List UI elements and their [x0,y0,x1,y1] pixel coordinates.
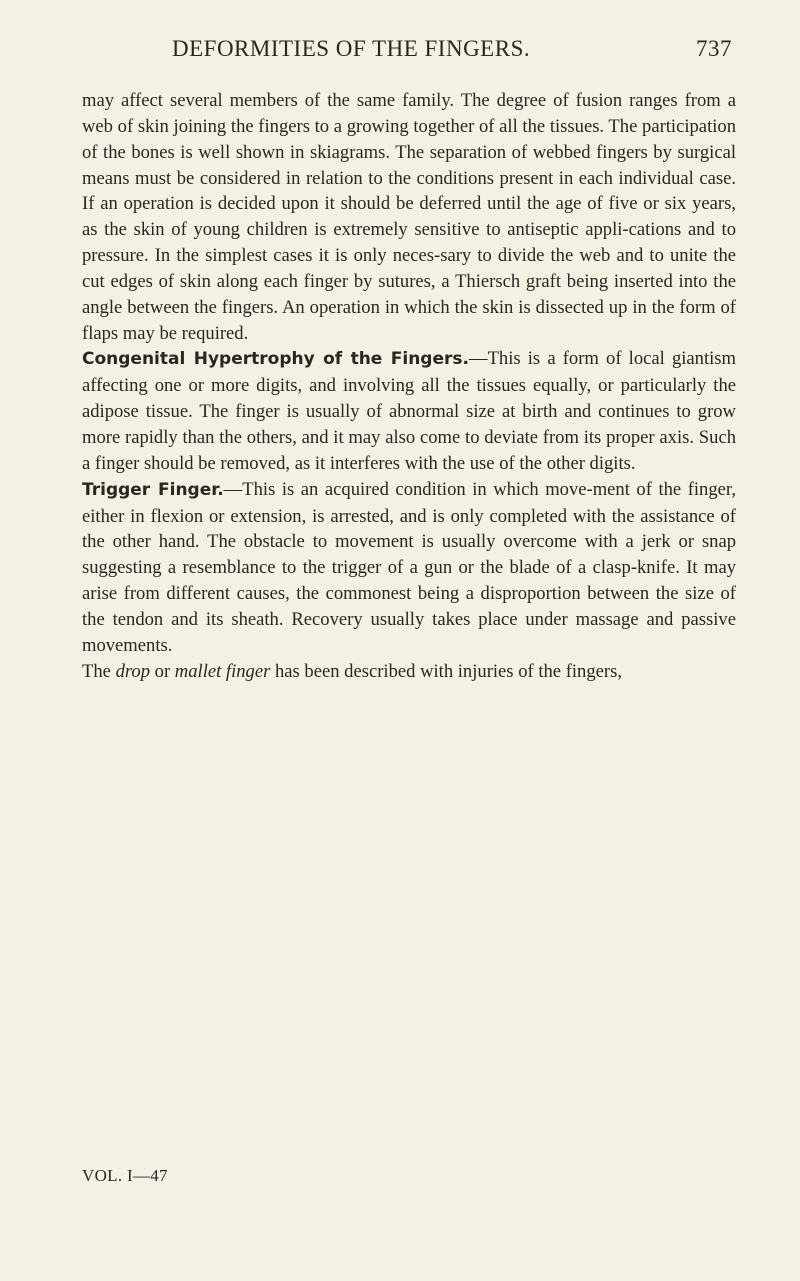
italic-term-drop: drop [115,660,150,682]
page-number: 737 [696,36,732,61]
paragraph-mallet-finger [82,659,736,685]
paragraph-text-mid: or [150,660,175,682]
paragraph-congenital-hypertrophy [82,346,736,476]
running-title: DEFORMITIES OF THE FINGERS. [172,36,531,61]
section-heading-trigger-finger: Trigger Finger. [82,479,224,500]
running-head [172,36,732,64]
paragraph-text: —This is a form of local giantism affecting one or more digits, and involving all the tissues equally, or particularly the adipose tissue. The finger is usually of abnormal size at birth and continues to grow more rapidly than the others, and it may also come to deviate from its proper axis. Such a finger should be removed, as it interferes with the use of the other digits. [82,348,736,474]
paragraph-text-end: has been described with injuries of the fingers, [270,660,622,682]
section-heading-congenital-hypertrophy: Congenital Hypertrophy of the Fingers. [82,349,469,370]
paragraph-text: may affect several members of the same family. The degree of fusion ranges from a web of skin joining the fingers to a growing together of all the tissues. The participation of the bones is well shown in skiagrams. The separation of webbed fingers by surgical means must be considered in relation to the conditions present in each individual case. If an operation is decided upon it should be deferred until the age of five or six years, as the skin of young children is extremely sensitive to antiseptic appli-cations and to pressure. In the simplest cases it is only neces-sary to divide the web and to unite the cut edges of skin along each finger by sutures, a Thiersch graft being inserted into the angle between the fingers. An operation in which the skin is dissected up in the form of flaps may be required. [82,90,736,344]
paragraph-webbed-fingers [82,88,736,346]
signature-mark: VOL. I—47 [82,1166,168,1185]
body-text [82,88,736,684]
italic-term-mallet-finger: mallet finger [174,660,271,682]
paragraph-text-start: The [82,660,116,682]
paragraph-trigger-finger [82,477,736,659]
paragraph-text: —This is an acquired condition in which move-ment of the finger, either in flexion or extension, is arrested, and is only completed with the assistance of the other hand. The obstacle to movement is usually overcome with a jerk or snap suggesting a resemblance to the trigger of a gun or the blade of a clasp-knife. It may arise from different causes, the commonest being a disproportion between the size of the tendon and its sheath. Recovery usually takes place under massage and passive movements. [82,478,736,656]
